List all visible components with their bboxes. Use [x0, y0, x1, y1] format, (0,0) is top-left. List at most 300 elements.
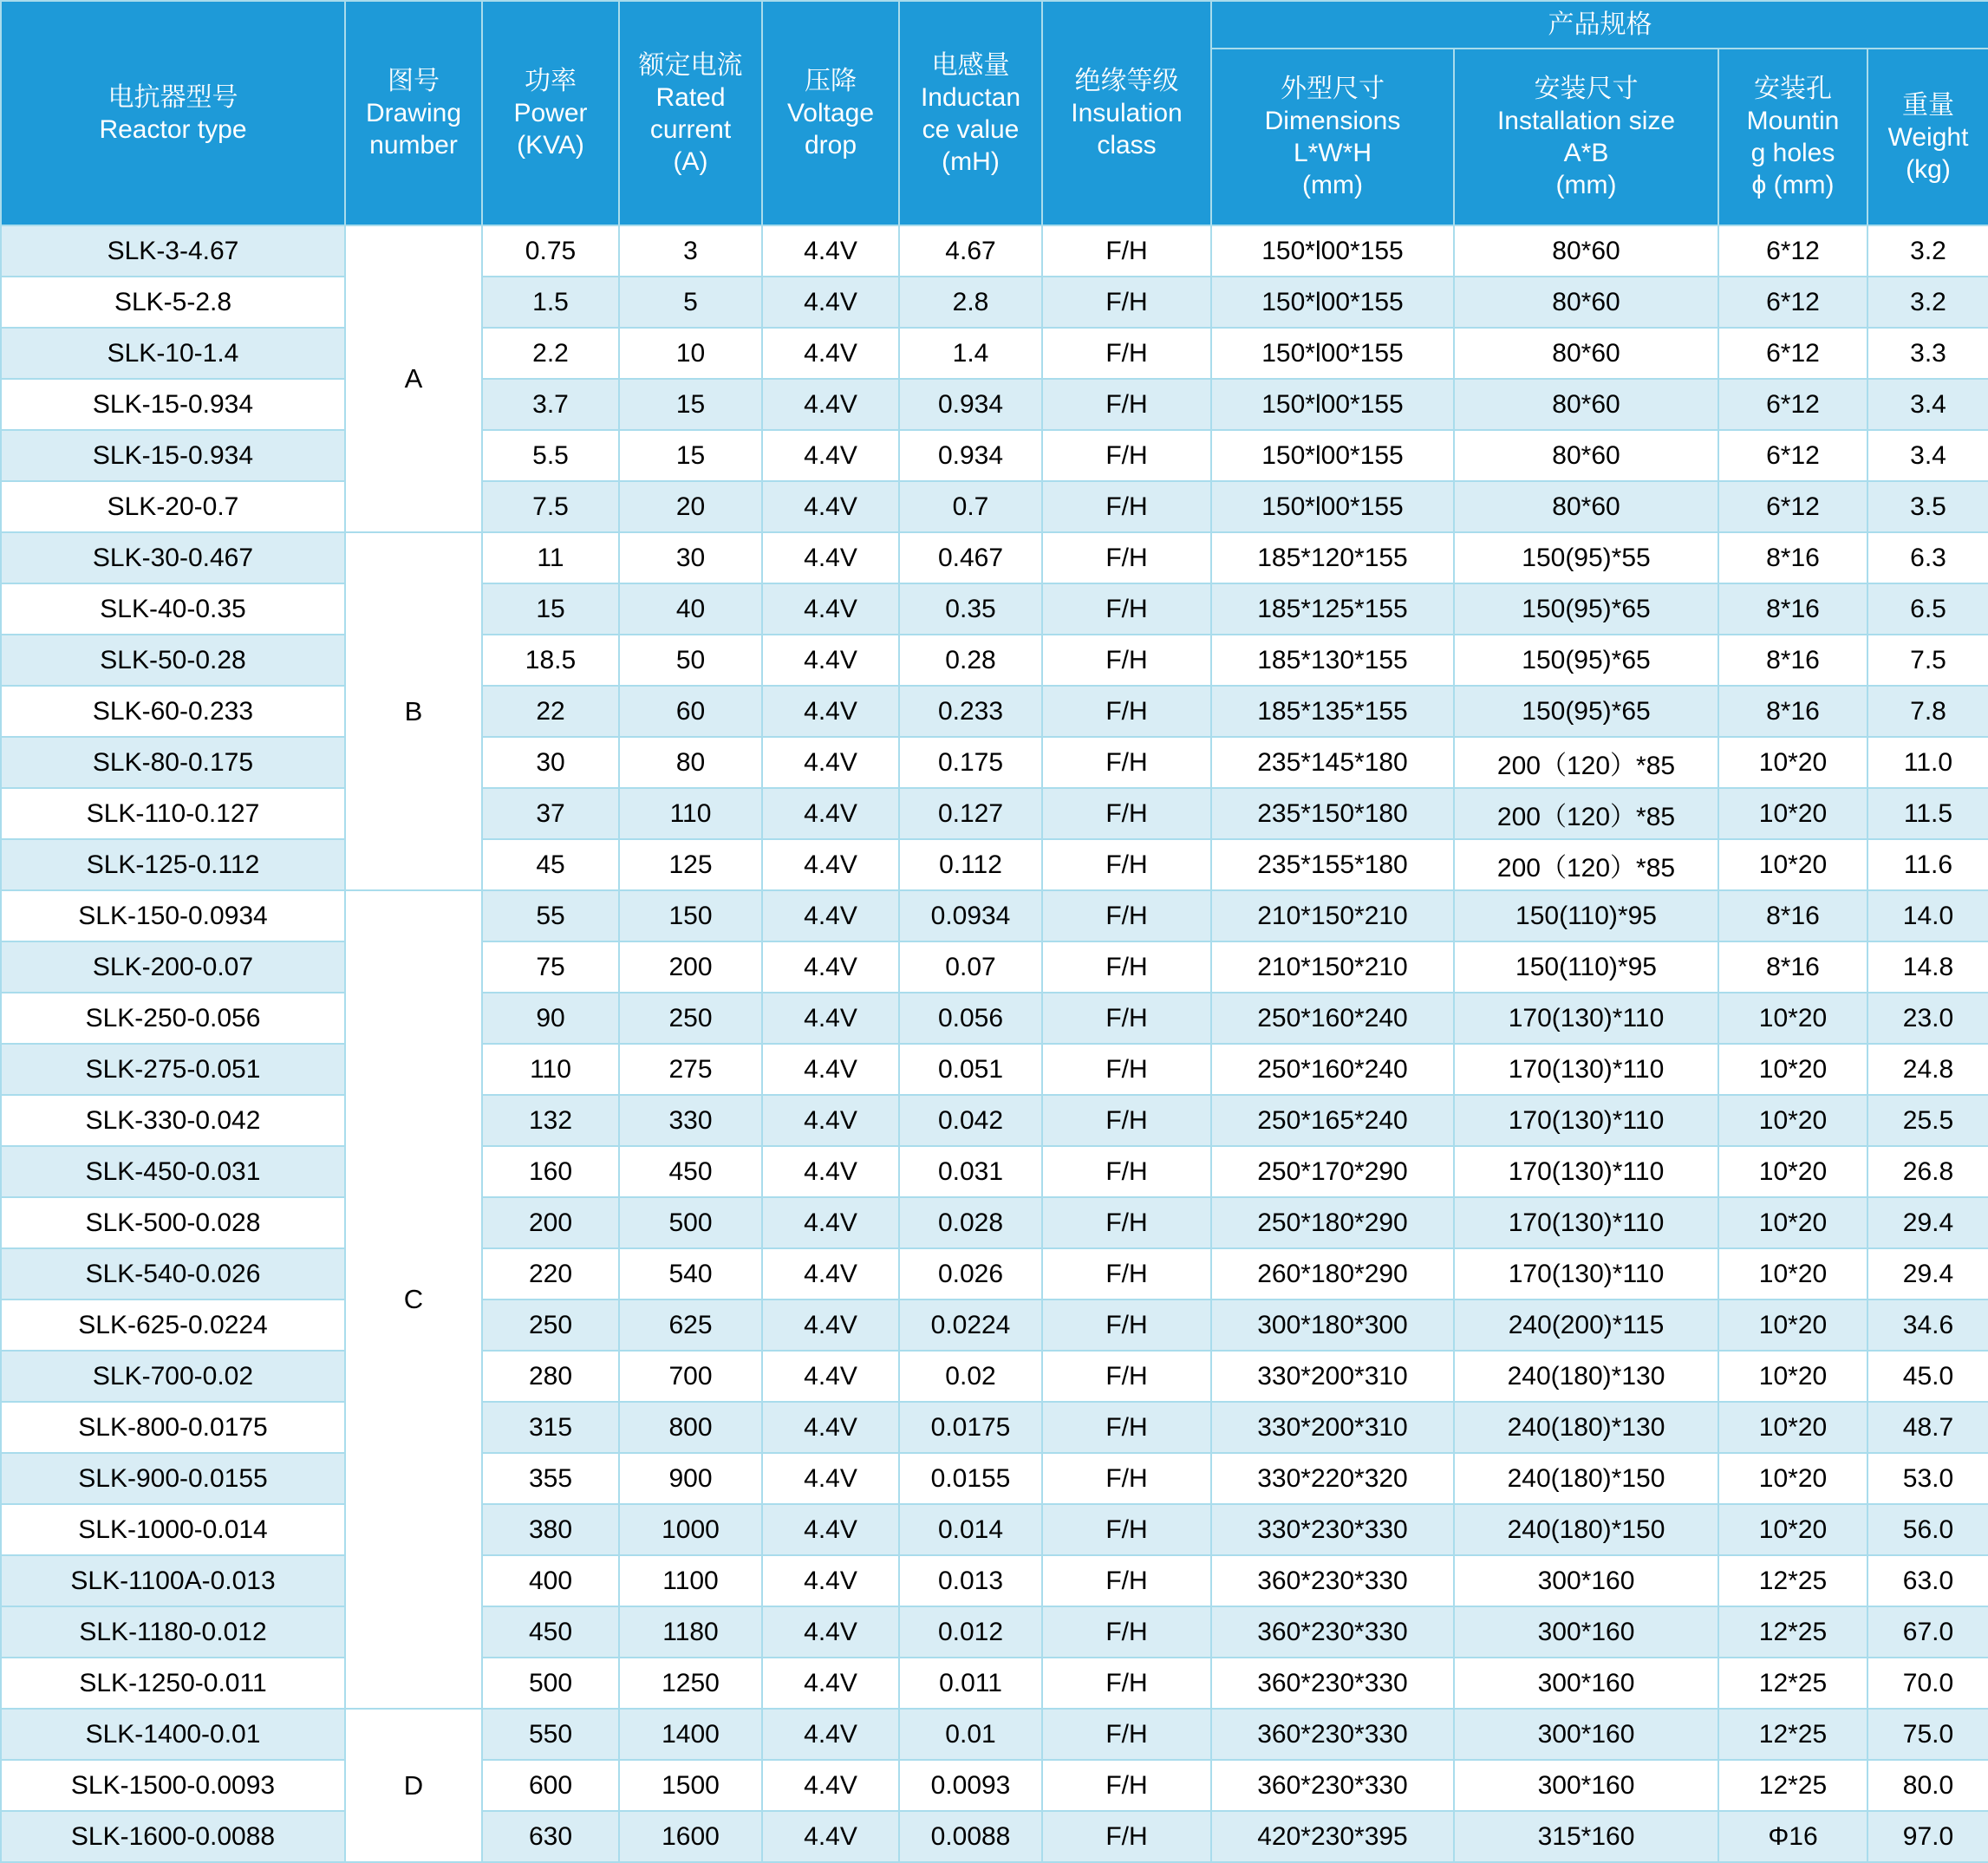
cell-reactor-type: SLK-1250-0.011	[1, 1658, 345, 1709]
cell-weight: 53.0	[1867, 1453, 1988, 1504]
table-row	[1, 1709, 1988, 1760]
cell-insulation-class: F/H	[1042, 1811, 1211, 1862]
header-line: 图号	[388, 67, 440, 95]
cell-inductance: 0.175	[899, 737, 1042, 788]
header-line: 电感量	[931, 50, 1010, 80]
cell-insulation-class: F/H	[1042, 430, 1211, 481]
cell-power: 400	[482, 1555, 619, 1606]
cell-mounting-holes: 8*16	[1718, 583, 1867, 635]
header-line: (KVA)	[517, 131, 584, 160]
cell-inductance: 0.031	[899, 1146, 1042, 1197]
cell-dimensions: 420*230*395	[1211, 1811, 1454, 1862]
table-row	[1, 1606, 1988, 1658]
cell-installation-size: 150(95)*65	[1454, 583, 1718, 635]
cell-voltage-drop: 4.4V	[762, 225, 899, 277]
cell-voltage-drop: 4.4V	[762, 941, 899, 993]
cell-inductance: 0.7	[899, 481, 1042, 532]
cell-weight: 63.0	[1867, 1555, 1988, 1606]
header-line: L*W*H	[1293, 139, 1372, 167]
cell-insulation-class: F/H	[1042, 1606, 1211, 1658]
header-line: Installation size	[1496, 107, 1676, 135]
cell-inductance: 0.233	[899, 686, 1042, 737]
cell-power: 90	[482, 993, 619, 1044]
cell-rated-current: 200	[619, 941, 762, 993]
cell-rated-current: 1100	[619, 1555, 762, 1606]
table-row	[1, 686, 1988, 737]
cell-dimensions: 360*230*330	[1211, 1606, 1454, 1658]
cell-rated-current: 1500	[619, 1760, 762, 1811]
cell-installation-size: 315*160	[1454, 1811, 1718, 1862]
header-line: Weight	[1887, 122, 1969, 152]
cell-weight: 48.7	[1867, 1402, 1988, 1453]
cell-mounting-holes: 10*20	[1718, 1197, 1867, 1248]
cell-reactor-type: SLK-900-0.0155	[1, 1453, 345, 1504]
cell-reactor-type: SLK-450-0.031	[1, 1146, 345, 1197]
cell-power: 18.5	[482, 635, 619, 686]
table-row	[1, 481, 1988, 532]
cell-insulation-class: F/H	[1042, 839, 1211, 890]
cell-power: 200	[482, 1197, 619, 1248]
cell-insulation-class: F/H	[1042, 1146, 1211, 1197]
cell-rated-current: 700	[619, 1351, 762, 1402]
header-insulation-class	[1042, 1, 1211, 225]
header-line: ce value	[922, 114, 1020, 144]
cell-inductance: 2.8	[899, 277, 1042, 328]
cell-voltage-drop: 4.4V	[762, 788, 899, 839]
cell-installation-size: 80*60	[1454, 430, 1718, 481]
cell-power: 110	[482, 1044, 619, 1095]
cell-mounting-holes: 8*16	[1718, 635, 1867, 686]
header-line: (mm)	[1555, 171, 1617, 199]
cell-insulation-class: F/H	[1042, 225, 1211, 277]
cell-rated-current: 110	[619, 788, 762, 839]
cell-power: 45	[482, 839, 619, 890]
cell-voltage-drop: 4.4V	[762, 1504, 899, 1555]
cell-reactor-type: SLK-500-0.028	[1, 1197, 345, 1248]
cell-rated-current: 330	[619, 1095, 762, 1146]
header-line: Power	[513, 99, 588, 127]
cell-inductance: 0.934	[899, 379, 1042, 430]
cell-rated-current: 900	[619, 1453, 762, 1504]
cell-insulation-class: F/H	[1042, 1453, 1211, 1504]
cell-mounting-holes: 6*12	[1718, 328, 1867, 379]
cell-reactor-type: SLK-200-0.07	[1, 941, 345, 993]
cell-rated-current: 450	[619, 1146, 762, 1197]
cell-inductance: 0.0155	[899, 1453, 1042, 1504]
cell-power: 30	[482, 737, 619, 788]
cell-rated-current: 3	[619, 225, 762, 277]
cell-power: 3.7	[482, 379, 619, 430]
table-row	[1, 941, 1988, 993]
cell-insulation-class: F/H	[1042, 277, 1211, 328]
cell-inductance: 0.35	[899, 583, 1042, 635]
cell-installation-size: 170(130)*110	[1454, 993, 1718, 1044]
cell-dimensions: 150*l00*155	[1211, 379, 1454, 430]
cell-rated-current: 80	[619, 737, 762, 788]
cell-power: 160	[482, 1146, 619, 1197]
cell-inductance: 0.0934	[899, 890, 1042, 941]
cell-mounting-holes: 10*20	[1718, 1095, 1867, 1146]
cell-weight: 26.8	[1867, 1146, 1988, 1197]
cell-voltage-drop: 4.4V	[762, 1351, 899, 1402]
cell-reactor-type: SLK-330-0.042	[1, 1095, 345, 1146]
cell-insulation-class: F/H	[1042, 1504, 1211, 1555]
cell-inductance: 0.0175	[899, 1402, 1042, 1453]
table-row	[1, 1300, 1988, 1351]
cell-weight: 3.4	[1867, 430, 1988, 481]
cell-reactor-type: SLK-700-0.02	[1, 1351, 345, 1402]
cell-power: 500	[482, 1658, 619, 1709]
cell-weight: 11.0	[1867, 737, 1988, 788]
table-row	[1, 430, 1988, 481]
cell-dimensions: 150*l00*155	[1211, 225, 1454, 277]
table-row	[1, 839, 1988, 890]
cell-power: 1.5	[482, 277, 619, 328]
cell-mounting-holes: 10*20	[1718, 1248, 1867, 1300]
cell-dimensions: 330*200*310	[1211, 1351, 1454, 1402]
header-line: 压降	[805, 67, 857, 95]
cell-inductance: 0.0093	[899, 1760, 1042, 1811]
cell-reactor-type: SLK-150-0.0934	[1, 890, 345, 941]
cell-weight: 56.0	[1867, 1504, 1988, 1555]
cell-reactor-type: SLK-625-0.0224	[1, 1300, 345, 1351]
table-header	[1, 1, 1988, 225]
cell-inductance: 0.011	[899, 1658, 1042, 1709]
cell-dimensions: 300*180*300	[1211, 1300, 1454, 1351]
cell-mounting-holes: 10*20	[1718, 1351, 1867, 1402]
cell-weight: 3.3	[1867, 328, 1988, 379]
cell-mounting-holes: 12*25	[1718, 1606, 1867, 1658]
cell-mounting-holes: 6*12	[1718, 481, 1867, 532]
cell-reactor-type: SLK-40-0.35	[1, 583, 345, 635]
cell-inductance: 0.014	[899, 1504, 1042, 1555]
table-row	[1, 1811, 1988, 1862]
cell-dimensions: 185*135*155	[1211, 686, 1454, 737]
cell-mounting-holes: 10*20	[1718, 788, 1867, 839]
header-line: 安装孔	[1754, 75, 1832, 103]
cell-power: 355	[482, 1453, 619, 1504]
table-row	[1, 1658, 1988, 1709]
cell-power: 22	[482, 686, 619, 737]
cell-reactor-type: SLK-1100A-0.013	[1, 1555, 345, 1606]
cell-inductance: 0.012	[899, 1606, 1042, 1658]
cell-mounting-holes: 12*25	[1718, 1760, 1867, 1811]
cell-voltage-drop: 4.4V	[762, 1146, 899, 1197]
cell-weight: 67.0	[1867, 1606, 1988, 1658]
table-row	[1, 1453, 1988, 1504]
cell-voltage-drop: 4.4V	[762, 379, 899, 430]
table-row	[1, 1197, 1988, 1248]
table-row	[1, 635, 1988, 686]
table-row	[1, 532, 1988, 583]
cell-rated-current: 500	[619, 1197, 762, 1248]
cell-power: 315	[482, 1402, 619, 1453]
cell-installation-size: 300*160	[1454, 1709, 1718, 1760]
header-installation-size	[1454, 49, 1718, 225]
cell-insulation-class: F/H	[1042, 1197, 1211, 1248]
cell-installation-size: 240(180)*130	[1454, 1402, 1718, 1453]
cell-reactor-type: SLK-15-0.934	[1, 430, 345, 481]
cell-installation-size: 300*160	[1454, 1760, 1718, 1811]
cell-reactor-type: SLK-1400-0.01	[1, 1709, 345, 1760]
header-line: (mH)	[942, 147, 1000, 176]
cell-mounting-holes: 10*20	[1718, 1044, 1867, 1095]
cell-rated-current: 15	[619, 430, 762, 481]
cell-reactor-type: SLK-3-4.67	[1, 225, 345, 277]
cell-inductance: 0.934	[899, 430, 1042, 481]
cell-rated-current: 540	[619, 1248, 762, 1300]
cell-weight: 3.2	[1867, 277, 1988, 328]
cell-mounting-holes: 12*25	[1718, 1658, 1867, 1709]
cell-voltage-drop: 4.4V	[762, 1811, 899, 1862]
cell-mounting-holes: 6*12	[1718, 225, 1867, 277]
cell-voltage-drop: 4.4V	[762, 635, 899, 686]
cell-drawing-number: B	[345, 532, 482, 890]
cell-dimensions: 150*l00*155	[1211, 328, 1454, 379]
cell-power: 11	[482, 532, 619, 583]
cell-reactor-type: SLK-1000-0.014	[1, 1504, 345, 1555]
cell-installation-size: 80*60	[1454, 481, 1718, 532]
cell-weight: 6.3	[1867, 532, 1988, 583]
cell-power: 75	[482, 941, 619, 993]
cell-mounting-holes: 8*16	[1718, 532, 1867, 583]
cell-rated-current: 40	[619, 583, 762, 635]
header-line: class	[1097, 131, 1157, 160]
cell-power: 0.75	[482, 225, 619, 277]
reactor-table-body	[1, 225, 1988, 1862]
cell-rated-current: 1400	[619, 1709, 762, 1760]
cell-mounting-holes: 6*12	[1718, 430, 1867, 481]
header-line: 外型尺寸	[1281, 75, 1385, 103]
header-weight	[1867, 49, 1988, 225]
header-voltage-drop	[762, 1, 899, 225]
cell-power: 250	[482, 1300, 619, 1351]
table-row	[1, 1555, 1988, 1606]
header-line: ϕ (mm)	[1751, 171, 1835, 199]
cell-dimensions: 360*230*330	[1211, 1555, 1454, 1606]
cell-reactor-type: SLK-30-0.467	[1, 532, 345, 583]
cell-rated-current: 5	[619, 277, 762, 328]
cell-voltage-drop: 4.4V	[762, 1709, 899, 1760]
cell-installation-size: 150(95)*65	[1454, 686, 1718, 737]
cell-insulation-class: F/H	[1042, 379, 1211, 430]
cell-insulation-class: F/H	[1042, 1300, 1211, 1351]
cell-drawing-number: A	[345, 225, 482, 532]
cell-installation-size: 170(130)*110	[1454, 1146, 1718, 1197]
cell-inductance: 0.0088	[899, 1811, 1042, 1862]
cell-dimensions: 185*125*155	[1211, 583, 1454, 635]
cell-installation-size: 200（120）*85	[1454, 839, 1718, 890]
table-row	[1, 1044, 1988, 1095]
cell-insulation-class: F/H	[1042, 583, 1211, 635]
header-line: Reactor type	[99, 114, 247, 144]
cell-power: 630	[482, 1811, 619, 1862]
cell-drawing-number: D	[345, 1709, 482, 1862]
cell-power: 380	[482, 1504, 619, 1555]
cell-weight: 11.5	[1867, 788, 1988, 839]
cell-installation-size: 240(180)*130	[1454, 1351, 1718, 1402]
cell-voltage-drop: 4.4V	[762, 839, 899, 890]
table-row	[1, 737, 1988, 788]
cell-inductance: 0.013	[899, 1555, 1042, 1606]
cell-rated-current: 625	[619, 1300, 762, 1351]
cell-mounting-holes: 10*20	[1718, 993, 1867, 1044]
cell-inductance: 0.028	[899, 1197, 1042, 1248]
header-line: drop	[804, 131, 857, 160]
cell-inductance: 4.67	[899, 225, 1042, 277]
cell-installation-size: 240(180)*150	[1454, 1504, 1718, 1555]
cell-weight: 75.0	[1867, 1709, 1988, 1760]
cell-reactor-type: SLK-800-0.0175	[1, 1402, 345, 1453]
cell-dimensions: 235*145*180	[1211, 737, 1454, 788]
table-row	[1, 1402, 1988, 1453]
cell-voltage-drop: 4.4V	[762, 1248, 899, 1300]
cell-mounting-holes: 8*16	[1718, 941, 1867, 993]
cell-mounting-holes: 6*12	[1718, 379, 1867, 430]
cell-voltage-drop: 4.4V	[762, 686, 899, 737]
header-line: number	[369, 131, 458, 160]
cell-rated-current: 125	[619, 839, 762, 890]
cell-insulation-class: F/H	[1042, 1044, 1211, 1095]
cell-mounting-holes: 10*20	[1718, 1504, 1867, 1555]
cell-inductance: 0.042	[899, 1095, 1042, 1146]
cell-insulation-class: F/H	[1042, 737, 1211, 788]
cell-dimensions: 235*155*180	[1211, 839, 1454, 890]
cell-installation-size: 170(130)*110	[1454, 1197, 1718, 1248]
cell-power: 15	[482, 583, 619, 635]
cell-inductance: 0.28	[899, 635, 1042, 686]
cell-rated-current: 1000	[619, 1504, 762, 1555]
cell-reactor-type: SLK-110-0.127	[1, 788, 345, 839]
cell-insulation-class: F/H	[1042, 1095, 1211, 1146]
cell-rated-current: 10	[619, 328, 762, 379]
cell-installation-size: 80*60	[1454, 225, 1718, 277]
cell-dimensions: 360*230*330	[1211, 1658, 1454, 1709]
cell-weight: 29.4	[1867, 1197, 1988, 1248]
header-line: (mm)	[1302, 171, 1363, 199]
cell-inductance: 1.4	[899, 328, 1042, 379]
cell-mounting-holes: 10*20	[1718, 737, 1867, 788]
cell-reactor-type: SLK-10-1.4	[1, 328, 345, 379]
cell-rated-current: 1250	[619, 1658, 762, 1709]
cell-mounting-holes: 10*20	[1718, 1402, 1867, 1453]
header-line: 额定电流	[638, 50, 743, 80]
cell-voltage-drop: 4.4V	[762, 1044, 899, 1095]
cell-dimensions: 150*l00*155	[1211, 430, 1454, 481]
cell-weight: 34.6	[1867, 1300, 1988, 1351]
cell-voltage-drop: 4.4V	[762, 583, 899, 635]
cell-voltage-drop: 4.4V	[762, 328, 899, 379]
cell-rated-current: 60	[619, 686, 762, 737]
cell-power: 132	[482, 1095, 619, 1146]
cell-rated-current: 1180	[619, 1606, 762, 1658]
cell-voltage-drop: 4.4V	[762, 737, 899, 788]
cell-inductance: 0.0224	[899, 1300, 1042, 1351]
header-line: Insulation	[1071, 99, 1183, 127]
cell-power: 7.5	[482, 481, 619, 532]
cell-rated-current: 20	[619, 481, 762, 532]
cell-voltage-drop: 4.4V	[762, 890, 899, 941]
header-drawing-number	[345, 1, 482, 225]
cell-dimensions: 360*230*330	[1211, 1709, 1454, 1760]
cell-installation-size: 240(180)*150	[1454, 1453, 1718, 1504]
cell-reactor-type: SLK-125-0.112	[1, 839, 345, 890]
cell-weight: 29.4	[1867, 1248, 1988, 1300]
cell-weight: 14.8	[1867, 941, 1988, 993]
cell-mounting-holes: 10*20	[1718, 1453, 1867, 1504]
cell-installation-size: 200（120）*85	[1454, 788, 1718, 839]
cell-weight: 24.8	[1867, 1044, 1988, 1095]
cell-reactor-type: SLK-15-0.934	[1, 379, 345, 430]
cell-inductance: 0.056	[899, 993, 1042, 1044]
cell-voltage-drop: 4.4V	[762, 277, 899, 328]
cell-installation-size: 300*160	[1454, 1658, 1718, 1709]
cell-reactor-type: SLK-50-0.28	[1, 635, 345, 686]
cell-installation-size: 80*60	[1454, 379, 1718, 430]
cell-installation-size: 300*160	[1454, 1555, 1718, 1606]
cell-dimensions: 185*120*155	[1211, 532, 1454, 583]
cell-weight: 7.8	[1867, 686, 1988, 737]
cell-mounting-holes: 12*25	[1718, 1709, 1867, 1760]
cell-inductance: 0.112	[899, 839, 1042, 890]
cell-insulation-class: F/H	[1042, 1709, 1211, 1760]
cell-inductance: 0.07	[899, 941, 1042, 993]
cell-insulation-class: F/H	[1042, 1760, 1211, 1811]
cell-insulation-class: F/H	[1042, 1351, 1211, 1402]
cell-dimensions: 210*150*210	[1211, 890, 1454, 941]
cell-installation-size: 300*160	[1454, 1606, 1718, 1658]
cell-mounting-holes: 10*20	[1718, 1146, 1867, 1197]
cell-mounting-holes: Φ16	[1718, 1811, 1867, 1862]
header-line: 功率	[525, 67, 577, 95]
cell-weight: 6.5	[1867, 583, 1988, 635]
cell-voltage-drop: 4.4V	[762, 1760, 899, 1811]
cell-insulation-class: F/H	[1042, 1658, 1211, 1709]
cell-dimensions: 360*230*330	[1211, 1760, 1454, 1811]
cell-power: 2.2	[482, 328, 619, 379]
cell-weight: 23.0	[1867, 993, 1988, 1044]
cell-voltage-drop: 4.4V	[762, 1606, 899, 1658]
cell-installation-size: 170(130)*110	[1454, 1044, 1718, 1095]
header-line: (A)	[673, 147, 708, 176]
cell-dimensions: 250*180*290	[1211, 1197, 1454, 1248]
cell-installation-size: 170(130)*110	[1454, 1095, 1718, 1146]
table-row	[1, 379, 1988, 430]
cell-mounting-holes: 10*20	[1718, 839, 1867, 890]
cell-rated-current: 150	[619, 890, 762, 941]
cell-installation-size: 80*60	[1454, 328, 1718, 379]
cell-insulation-class: F/H	[1042, 481, 1211, 532]
cell-power: 37	[482, 788, 619, 839]
table-row	[1, 583, 1988, 635]
table-row	[1, 328, 1988, 379]
cell-weight: 3.4	[1867, 379, 1988, 430]
cell-reactor-type: SLK-1500-0.0093	[1, 1760, 345, 1811]
cell-inductance: 0.01	[899, 1709, 1042, 1760]
header-line: 电抗器型号	[108, 82, 238, 112]
cell-dimensions: 210*150*210	[1211, 941, 1454, 993]
header-line: current	[649, 114, 732, 144]
cell-dimensions: 150*l00*155	[1211, 481, 1454, 532]
cell-insulation-class: F/H	[1042, 890, 1211, 941]
cell-mounting-holes: 8*16	[1718, 890, 1867, 941]
cell-rated-current: 800	[619, 1402, 762, 1453]
cell-rated-current: 250	[619, 993, 762, 1044]
cell-installation-size: 200（120）*85	[1454, 737, 1718, 788]
table-row	[1, 277, 1988, 328]
cell-reactor-type: SLK-20-0.7	[1, 481, 345, 532]
cell-power: 220	[482, 1248, 619, 1300]
